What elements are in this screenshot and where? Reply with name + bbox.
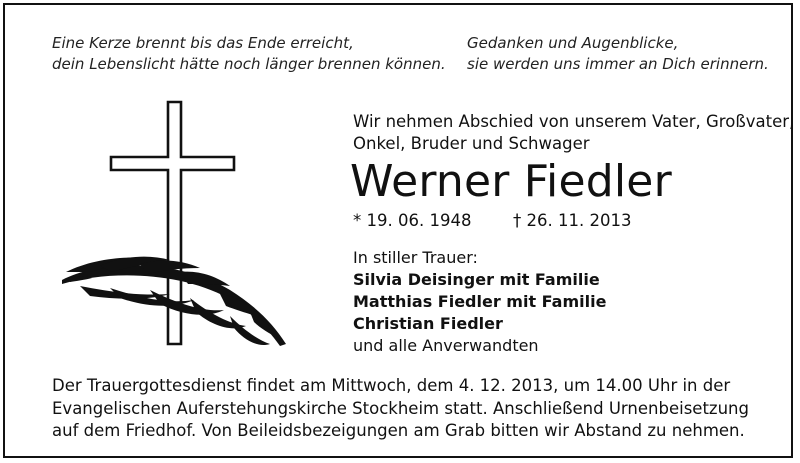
intro-line-1: Wir nehmen Abschied von unserem Vater, Großvater,	[353, 112, 795, 131]
memorial-emblem	[60, 100, 290, 355]
quote-left	[52, 33, 446, 75]
deceased-name: Werner Fiedler	[350, 156, 672, 207]
mourner-name: Christian Fiedler	[353, 314, 503, 333]
notice-line-3: auf dem Friedhof. Von Beileidsbezeigungen am Grab bitten wir Abstand zu nehmen.	[52, 421, 745, 440]
mourners-heading: In stiller Trauer:	[353, 248, 478, 267]
mourners-list	[353, 247, 606, 357]
quote-right-line-2: sie werden uns immer an Dich erinnern.	[467, 55, 769, 73]
funeral-notice	[52, 375, 749, 443]
date-of-death: † 26. 11. 2013	[513, 211, 632, 230]
intro-text	[353, 111, 794, 155]
quote-right	[467, 33, 769, 75]
mourners-closing: und alle Anverwandten	[353, 336, 539, 355]
notice-line-2: Evangelischen Auferstehungskirche Stockheim statt. Anschließend Urnenbeisetzung	[52, 398, 749, 418]
obituary-frame	[3, 3, 793, 458]
mourner-name: Silvia Deisinger mit Familie	[353, 270, 600, 289]
notice-line-1: Der Trauergottesdienst findet am Mittwoch, dem 4. 12. 2013, um 14.00 Uhr in der	[52, 376, 731, 395]
quote-right-line-1: Gedanken und Augenblicke,	[467, 34, 679, 52]
quote-left-line-2: dein Lebenslicht hätte noch länger brennen können.	[52, 55, 446, 73]
intro-line-2: Onkel, Bruder und Schwager	[353, 134, 590, 153]
mourner-name: Matthias Fiedler mit Familie	[353, 292, 607, 311]
quote-left-line-1: Eine Kerze brennt bis das Ende erreicht,	[52, 34, 354, 52]
date-of-birth: * 19. 06. 1948	[353, 211, 472, 230]
